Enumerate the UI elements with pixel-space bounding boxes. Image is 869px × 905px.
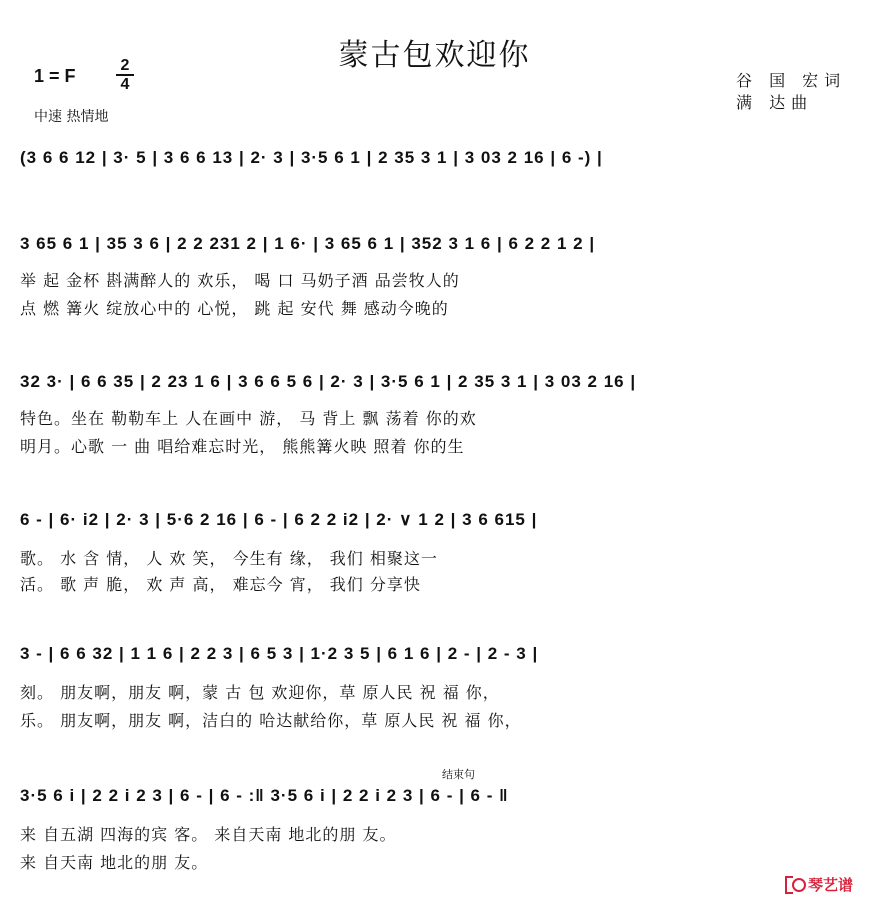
key-signature: 1 = F xyxy=(34,66,76,86)
song-title: 蒙古包欢迎你 xyxy=(338,38,531,73)
watermark-logo xyxy=(785,874,853,895)
lyric-line: 来 自天南 地北的朋 友。 xyxy=(20,853,209,872)
score-system-6-notes: 3·5 6 i | 2 2 i 2 3 | 6 - | 6 - :‖ 3·5 6 i | 2 2 i 2 3 | 6 - | 6 - ‖ xyxy=(20,786,509,805)
score-system-2-notes: 3 65 6 1 | 35 3 6 | 2 2 231 2 | 1 6· | 3 65 6 1 | 352 3 1 6 | 6 2 2 1 2 | xyxy=(20,234,596,253)
lyric-line: 乐。 朋友啊，朋友 啊，洁白的 哈达献给你，草 原人民 祝 福 你， xyxy=(20,711,522,730)
lyric-line: 举 起 金杯 斟满醉人的 欢乐， 喝 口 马奶子酒 品尝牧人的 xyxy=(20,271,460,290)
lyric-line: 来 自五湖 四海的宾 客。 来自天南 地北的朋 友。 xyxy=(20,825,397,844)
time-signature xyxy=(116,58,134,92)
ending-label: 结束句 xyxy=(442,768,475,781)
time-signature-bottom: 4 xyxy=(120,76,130,93)
lyric-line: 特色。坐在 勒勒车上 人在画中 游， 马 背上 飘 荡着 你的欢 xyxy=(20,409,477,428)
composer-credit: 满 达曲 xyxy=(736,93,814,112)
lyric-line: 刻。 朋友啊，朋友 啊，蒙 古 包 欢迎你，草 原人民 祝 福 你， xyxy=(20,683,500,702)
score-system-3-notes: 32 3· | 6 6 35 | 2 23 1 6 | 3 6 6 5 6 | 2· 3 | 3·5 6 1 | 2 35 3 1 | 3 03 2 16 | xyxy=(20,372,637,391)
score-system-5-notes: 3 - | 6 6 32 | 1 1 6 | 2 2 3 | 6 5 3 | 1·2 3 5 | 6 1 6 | 2 - | 2 - 3 | xyxy=(20,644,539,663)
score-system-1-notes: (3 6 6 12 | 3· 5 | 3 6 6 13 | 2· 3 | 3·5 6 1 | 2 35 3 1 | 3 03 2 16 | 6 -) | xyxy=(20,148,603,167)
score-system-4-notes: 6 - | 6· i2 | 2· 3 | 5·6 2 16 | 6 - | 6 2 2 i2 | 2· ∨ 1 2 | 3 6 615 | xyxy=(20,510,538,529)
lyric-line: 歌。 水 含 情， 人 欢 笑， 今生有 缘， 我们 相聚这一 xyxy=(20,549,438,568)
time-signature-top: 2 xyxy=(120,57,130,74)
logo-icon xyxy=(785,876,805,892)
watermark-text: 琴艺谱 xyxy=(807,876,853,894)
lyricist-credit: 谷 国 宏词 xyxy=(736,71,847,90)
lyric-line: 明月。心歌 一 曲 唱给难忘时光， 熊熊篝火映 照着 你的生 xyxy=(20,437,465,456)
tempo-marking: 中速 热情地 xyxy=(34,109,109,125)
lyric-line: 点 燃 篝火 绽放心中的 心悦， 跳 起 安代 舞 感动今晚的 xyxy=(20,299,449,318)
lyric-line: 活。 歌 声 脆， 欢 声 高， 难忘今 宵， 我们 分享快 xyxy=(20,575,421,594)
